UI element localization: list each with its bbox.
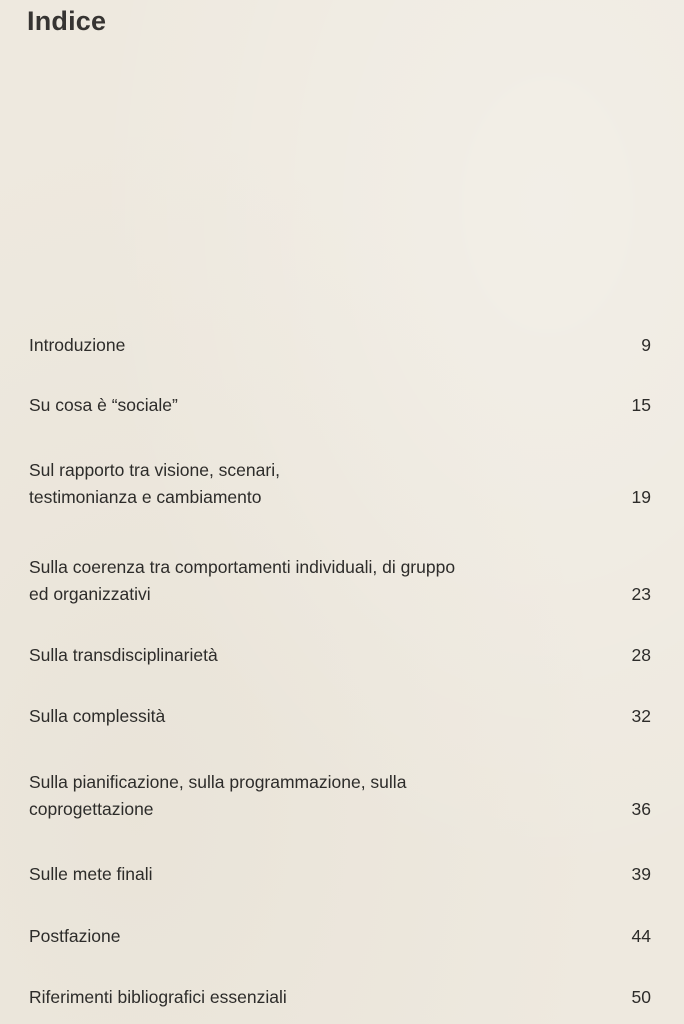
toc-entry-title: Postfazione [29,926,121,946]
toc-entry [29,706,651,730]
toc-entry-title: Sulla transdisciplinarietà [29,645,218,665]
toc-entry [29,864,651,888]
toc-entry-page: 15 [631,395,651,415]
toc-entry-page: 39 [631,864,651,884]
toc-entry-title: Su cosa è “sociale” [29,395,178,415]
toc-entry [29,460,651,511]
toc-entry-page: 9 [641,335,651,355]
toc-entry-title: Sulla coerenza tra comportamenti individuali, di gruppo ed organizzativi [29,557,456,604]
toc-entry-title: Riferimenti bibliografici essenziali [29,987,287,1007]
toc-entry [29,395,651,419]
toc-entry [29,335,651,359]
toc-entry-title: Sulla pianificazione, sulla programmazione, sulla coprogettazione [29,772,407,819]
toc-entry-page: 23 [631,584,651,604]
toc-entry [29,987,651,1011]
toc-entry-title: Introduzione [29,335,126,355]
toc-entry [29,557,651,608]
toc-entry-page: 36 [631,799,651,819]
toc-entry-page: 28 [631,645,651,665]
toc-entry [29,926,651,950]
toc-entry-title: Sul rapporto tra visione, scenari, testimonianza e cambiamento [29,460,280,507]
toc-entry-page: 44 [631,926,651,946]
toc-entry-title: Sulle mete finali [29,864,153,884]
page-title: Indice [27,6,107,36]
toc-entry-page: 50 [631,987,651,1007]
toc-entry [29,772,651,823]
toc-entry-page: 19 [631,487,651,507]
toc-entry-page: 32 [631,706,651,726]
toc-entry [29,645,651,669]
toc-entry-title: Sulla complessità [29,706,166,726]
